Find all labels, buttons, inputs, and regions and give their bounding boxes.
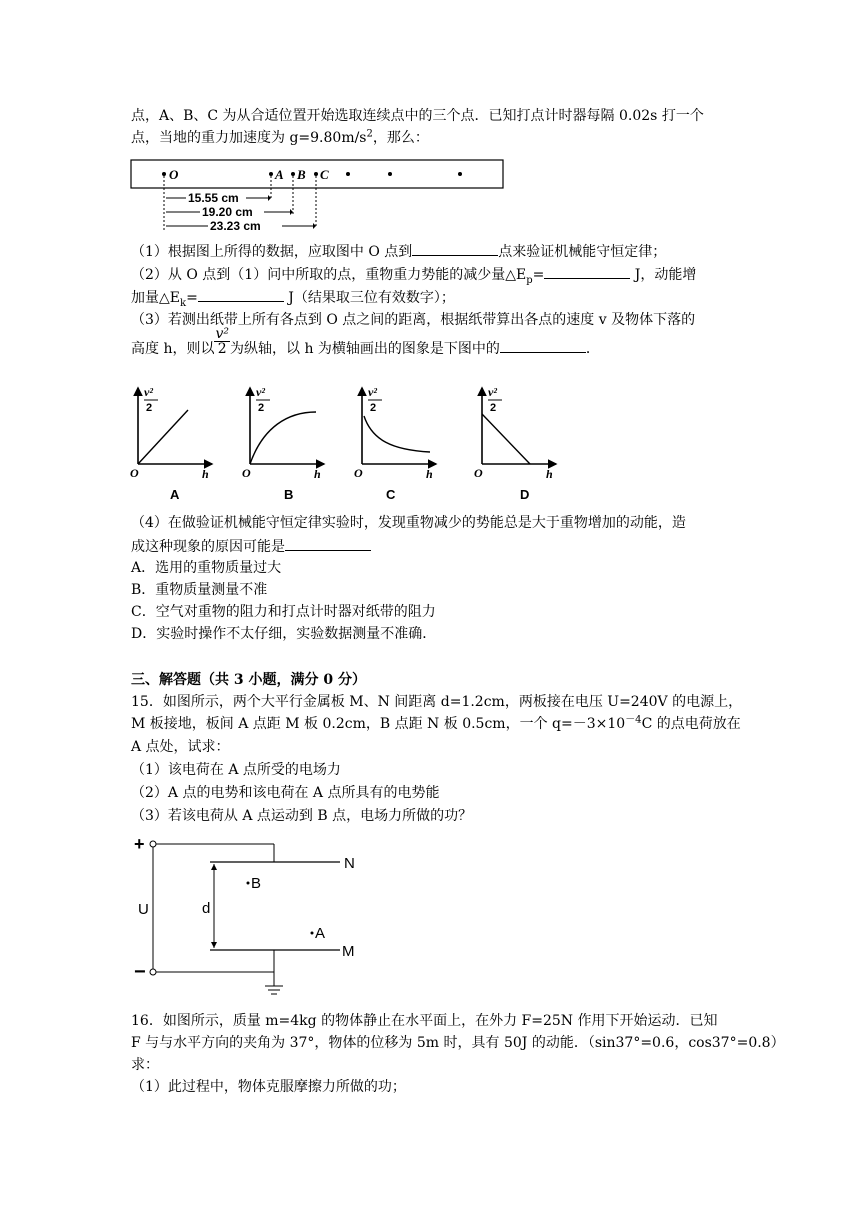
q4-line-2 <box>131 536 731 557</box>
intro-text: 点，当地的重力加速度为 g=9.80m/s <box>131 130 367 146</box>
q16-line-1: 16．如图所示，质量 m=4kg 的物体静止在水平面上，在外力 F=25N 作用下开始运动．已知 <box>131 1013 718 1029</box>
graph-options-figure <box>128 382 568 506</box>
graph-b-label: B <box>284 487 294 502</box>
graph-d-origin: O <box>474 466 483 480</box>
graph-c-x-label: h <box>426 467 433 481</box>
circuit-m: M <box>342 943 355 960</box>
graph-a-x-label: h <box>202 467 209 481</box>
q4-option-a[interactable]: A．选用的重物质量过大 <box>131 560 282 576</box>
graph-b-origin: O <box>242 466 251 480</box>
graph-d <box>474 385 556 502</box>
q16-line-3: 求： <box>131 1057 159 1073</box>
tape-label-c: C <box>320 167 329 182</box>
section-3-title: 三、解答题（共 3 小题，满分 0 分） <box>131 672 366 688</box>
graph-a <box>130 385 212 502</box>
q1-text-a: （1）根据图上所得的数据，应取图中 O 点到 <box>131 244 413 260</box>
graph-d-y-num: v² <box>488 385 497 399</box>
tape-label-o: O <box>169 167 179 182</box>
q2-sub-p: p <box>526 274 533 286</box>
intro-line-2 <box>131 128 731 148</box>
q1-answer-blank[interactable] <box>412 241 498 256</box>
q2-potential-blank[interactable] <box>544 264 630 279</box>
graph-b-y-num: v² <box>256 385 265 399</box>
q4-option-d[interactable]: D．实验时操作不太仔细，实验数据测量不准确． <box>131 626 437 642</box>
tape-dot-a <box>269 172 273 176</box>
q3-answer-blank[interactable] <box>500 338 586 353</box>
q3-line-1: （3）若测出纸带上所有各点到 O 点之间的距离，根据纸带算出各点的速度 v 及物体下落的 <box>131 312 696 328</box>
q15-line-3: A 点处，试求： <box>131 739 230 755</box>
q2-line2-c: J（结果取三位有效数字）； <box>283 290 455 306</box>
graph-c-label: C <box>386 487 396 502</box>
graph-d-x-label: h <box>546 467 553 481</box>
q4-line-1: （4）在做验证机械能守恒定律实验时，发现重物减少的势能总是大于重物增加的动能，造 <box>131 515 686 531</box>
intro-sup: 2 <box>366 128 373 140</box>
q4-line2-text: 成这种现象的原因可能是 <box>131 539 285 555</box>
q16-line-2: F 与与水平方向的夹角为 37°，物体的位移为 5m 时，具有 50J 的动能．（sin37°=0.6，cos37°=0.8） <box>131 1035 785 1051</box>
tape-distance-a: 15.55 cm <box>188 191 239 205</box>
tape-dot-4 <box>346 172 350 176</box>
tape-label-b: B <box>297 167 306 182</box>
q2-kinetic-blank[interactable] <box>198 287 284 302</box>
q1-text-b: 点来验证机械能守恒定律； <box>498 244 667 260</box>
q15-line-1: 15．如图所示，两个大平行金属板 M、N 间距离 d=1.2cm，两板接在电压 U=240V 的电源上， <box>131 694 743 710</box>
q2-sub-k: k <box>180 297 187 309</box>
graph-a-y-num: v² <box>144 385 153 399</box>
tape-dot-o <box>162 172 166 176</box>
graph-c <box>354 385 436 502</box>
q2-line2-b: = <box>186 290 198 306</box>
graph-b-y-den: 2 <box>258 402 265 414</box>
paper-tape-figure <box>130 156 506 234</box>
q2-text-b: = <box>532 267 545 283</box>
q15-sup: －4 <box>625 714 642 726</box>
frac-numerator: v² <box>215 325 229 342</box>
q4-answer-blank[interactable] <box>285 536 371 551</box>
frac-denominator: 2 <box>217 340 227 357</box>
q2-text-a: （2）从 O 点到（1）问中所取的点，重物重力势能的减少量△E <box>131 267 527 283</box>
graph-b <box>242 385 324 502</box>
q15-sub-2: （2）A 点的电势和该电荷在 A 点所具有的电势能 <box>131 785 440 801</box>
graph-a-label: A <box>170 487 180 502</box>
tape-distance-b: 19.20 cm <box>202 205 253 219</box>
graph-d-label: D <box>520 487 530 502</box>
q1-line <box>131 241 731 262</box>
tape-distance-c: 23.23 cm <box>210 219 261 233</box>
q2-line-2 <box>131 287 731 308</box>
q15-line-2 <box>131 714 741 734</box>
q4-option-c[interactable]: C．空气对重物的阻力和打点计时器对纸带的阻力 <box>131 604 436 620</box>
q3-line2-b: 为纵轴，以 h 为横轴画出的图象是下图中的 <box>230 341 500 357</box>
intro-text-end: ，那么： <box>372 130 429 146</box>
q15-line2-a: M 板接地，板间 A 点距 M 板 0.2cm，B 点距 N 板 0.5cm，一个 q=－3×10 <box>131 716 626 732</box>
q2-text-c: J，动能增 <box>630 267 697 283</box>
q3-line2-c: ． <box>585 341 600 357</box>
q2-line-1 <box>131 264 731 285</box>
q16-sub-1: （1）此过程中，物体克服摩擦力所做的功； <box>131 1079 406 1095</box>
q15-sub-3: （3）若该电荷从 A 点运动到 B 点，电场力所做的功？ <box>131 808 473 824</box>
graph-c-origin: O <box>354 466 363 480</box>
q15-sub-1: （1）该电荷在 A 点所受的电场力 <box>131 762 341 778</box>
q4-option-b[interactable]: B．重物质量测量不准 <box>131 582 268 598</box>
tape-dot-5 <box>388 172 392 176</box>
circuit-plus: + <box>134 834 145 854</box>
graph-c-y-num: v² <box>368 385 377 399</box>
tape-dot-b <box>291 172 295 176</box>
capacitor-circuit-figure <box>128 832 364 1002</box>
graph-c-y-den: 2 <box>370 402 377 414</box>
circuit-u: U <box>138 901 149 918</box>
q3-line-2 <box>131 325 731 359</box>
tape-dot-6 <box>458 172 462 176</box>
graph-a-origin: O <box>130 466 139 480</box>
graph-b-x-label: h <box>314 467 321 481</box>
circuit-minus: − <box>134 961 146 983</box>
tape-label-a: A <box>275 167 284 182</box>
graph-a-y-den: 2 <box>146 402 153 414</box>
q3-line2-a: 高度 h，则以 <box>131 341 215 357</box>
intro-line-1: 点，A、B、C 为从合适位置开始选取连续点中的三个点．已知打点计时器每隔 0.02s 打一个 <box>131 108 704 124</box>
q2-line2-a: 加量△E <box>131 290 180 306</box>
circuit-n: N <box>344 855 355 872</box>
circuit-d: d <box>202 900 211 917</box>
tape-dot-c <box>314 172 318 176</box>
v2-over-2-fraction <box>214 327 230 356</box>
q15-line2-b: C 的点电荷放在 <box>641 716 741 732</box>
circuit-b: B <box>251 875 262 892</box>
graph-d-y-den: 2 <box>490 402 497 414</box>
circuit-a: A <box>315 925 326 942</box>
